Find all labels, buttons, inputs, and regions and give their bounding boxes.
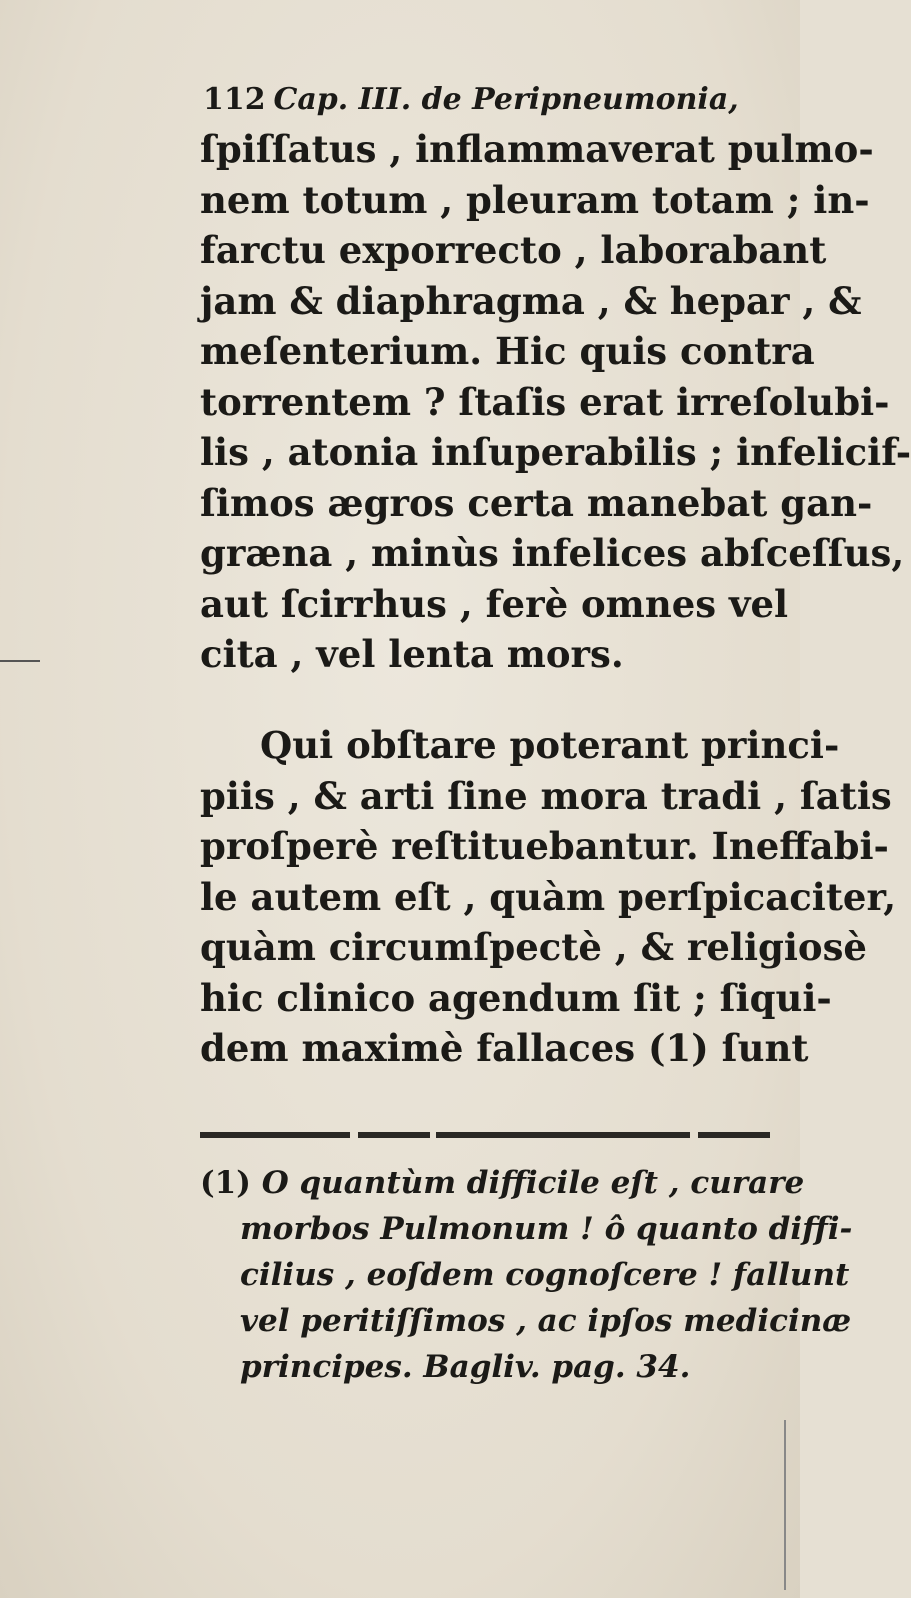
text-line: meſenterium. Hic quis contra xyxy=(200,329,815,373)
page-header xyxy=(203,82,763,122)
text-line: Qui obſtare poterant princi- xyxy=(260,723,840,767)
page-edge-mark xyxy=(0,660,40,662)
text-line: dem maximè fallaces (1) ſunt xyxy=(200,1026,809,1070)
text-line: quàm circumſpectè , & religiosè xyxy=(200,925,867,969)
text-line: ſpiſſatus , inflammaverat pulmo- xyxy=(200,127,874,171)
running-title: Cap. III. de Peripneumonia, xyxy=(273,82,739,117)
page-edge-line xyxy=(784,1420,786,1590)
text-line: proſperè reſtituebantur. Ineffabi- xyxy=(200,824,889,868)
text-line: piis , & arti ſine mora tradi , ſatis xyxy=(200,773,892,818)
footnote-divider xyxy=(200,1132,770,1138)
text-line: torrentem ? ſtaſis erat irreſolubi- xyxy=(200,379,890,424)
footnote-line: principes. Bagliv. pag. 34. xyxy=(240,1349,691,1385)
footnote xyxy=(200,1160,853,1390)
footnote-text: O quantùm difficile eſt , curare xyxy=(261,1165,805,1201)
footnote-marker: (1) xyxy=(200,1165,251,1201)
text-line: nem totum , pleuram totam ; in- xyxy=(200,177,870,222)
paragraph-2 xyxy=(200,720,897,1074)
footnote-line: morbos Pulmonum ! ô quanto diffi- xyxy=(240,1211,853,1247)
text-line: cita , vel lenta mors. xyxy=(200,632,624,676)
page-number: 112 xyxy=(203,82,266,117)
text-line: le autem eſt , quàm perſpicaciter, xyxy=(200,874,897,919)
footnote-line xyxy=(200,1160,805,1206)
text-line: ſimos ægros certa manebat gan- xyxy=(200,480,873,525)
paragraph-1 xyxy=(200,124,911,680)
footnote-line: vel peritiſſimos , ac ipſos medicinæ xyxy=(240,1303,852,1339)
text-line: aut ſcirrhus , ferè omnes vel xyxy=(200,581,789,626)
text-line: hic clinico agendum ſit ; ſiqui- xyxy=(200,975,832,1020)
text-line: lis , atonia inſuperabilis ; infelicif- xyxy=(200,430,911,474)
footnote-line: cilius , eoſdem cognoſcere ! fallunt xyxy=(240,1257,850,1293)
text-line: græna , minùs infelices abſceſſus, xyxy=(200,531,905,575)
text-line: farctu exporrecto , laborabant xyxy=(200,228,827,272)
text-line: jam & diaphragma , & hepar , & xyxy=(200,278,862,323)
